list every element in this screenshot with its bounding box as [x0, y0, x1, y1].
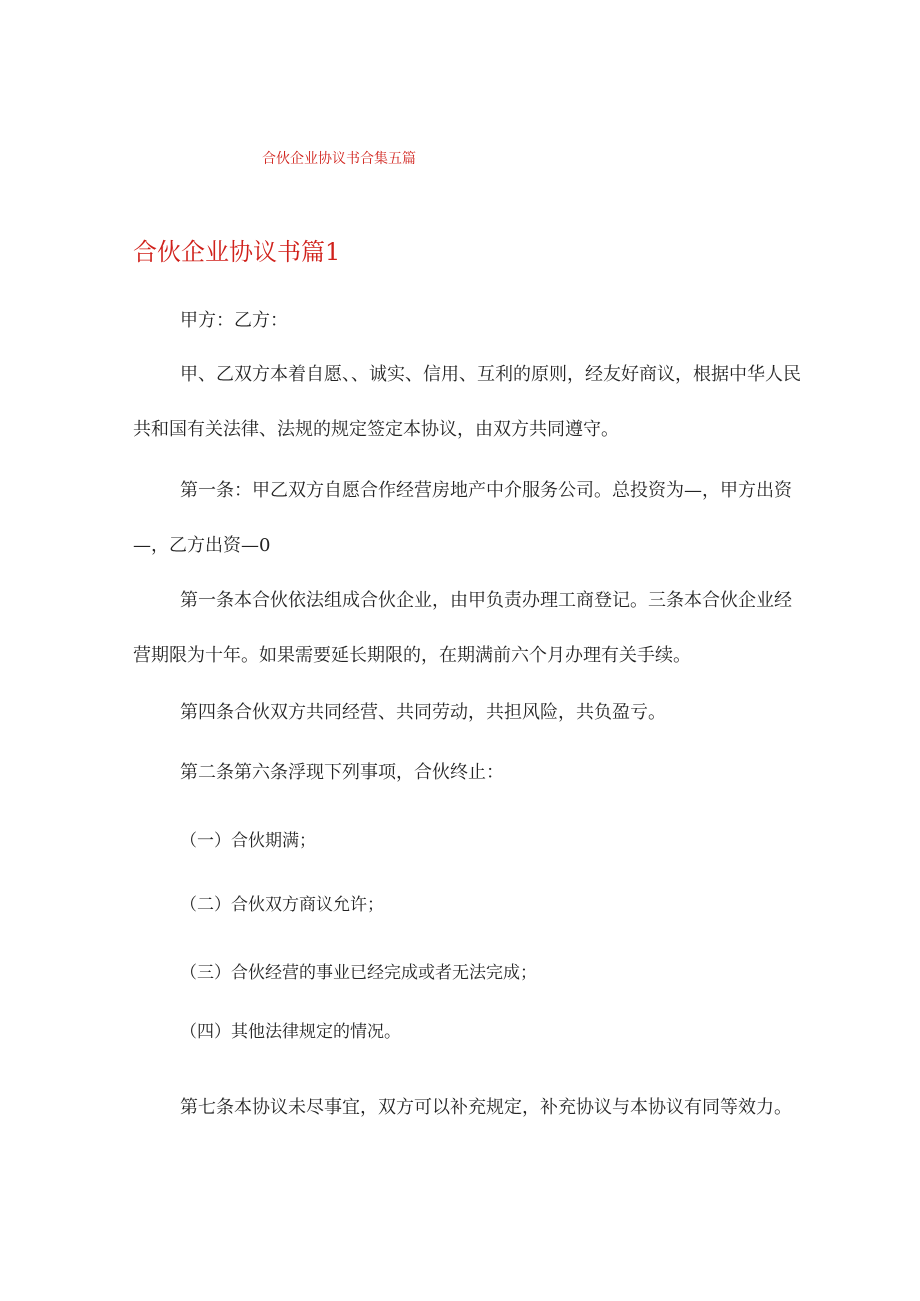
- paragraph-article-7: 第七条本协议未尽事宜，双方可以补充规定，补充协议与本协议有同等效力。: [180, 1097, 792, 1118]
- paragraph-article-6: 第二条第六条浮现下列事项，合伙终止：: [180, 762, 504, 783]
- paragraph-article-4: 第四条合伙双方共同经营、共同劳动，共担风险，共负盈亏。: [180, 702, 666, 723]
- list-item: （四）其他法律规定的情况。: [180, 1022, 401, 1042]
- parties-line: 甲方：乙方：: [180, 310, 288, 331]
- list-item: （三）合伙经营的事业已经完成或者无法完成；: [180, 963, 537, 983]
- paragraph-preamble: 甲、乙双方本着自愿、、诚实、信用、互利的原则，经友好商议，根据中华人民共和国有关法律、法规的规定签定本协议，由双方共同遵守。: [133, 364, 801, 440]
- list-item: （一）合伙期满；: [180, 831, 316, 851]
- paragraph-article-2-3: 第一条本合伙依法组成合伙企业，由甲负责办理工商登记。三条本合伙企业经营期限为十年。如果需要延长期限的，在期满前六个月办理有关手续。: [133, 590, 792, 666]
- section-heading: 合伙企业协议书篇1: [133, 238, 341, 266]
- paragraph-article-1: 第一条：甲乙双方自愿合作经营房地产中介服务公司。总投资为—，甲方出资—，乙方出资—0: [133, 480, 792, 556]
- document-title: 合伙企业协议书合集五篇: [262, 151, 416, 167]
- list-item: （二）合伙双方商议允许；: [180, 895, 384, 915]
